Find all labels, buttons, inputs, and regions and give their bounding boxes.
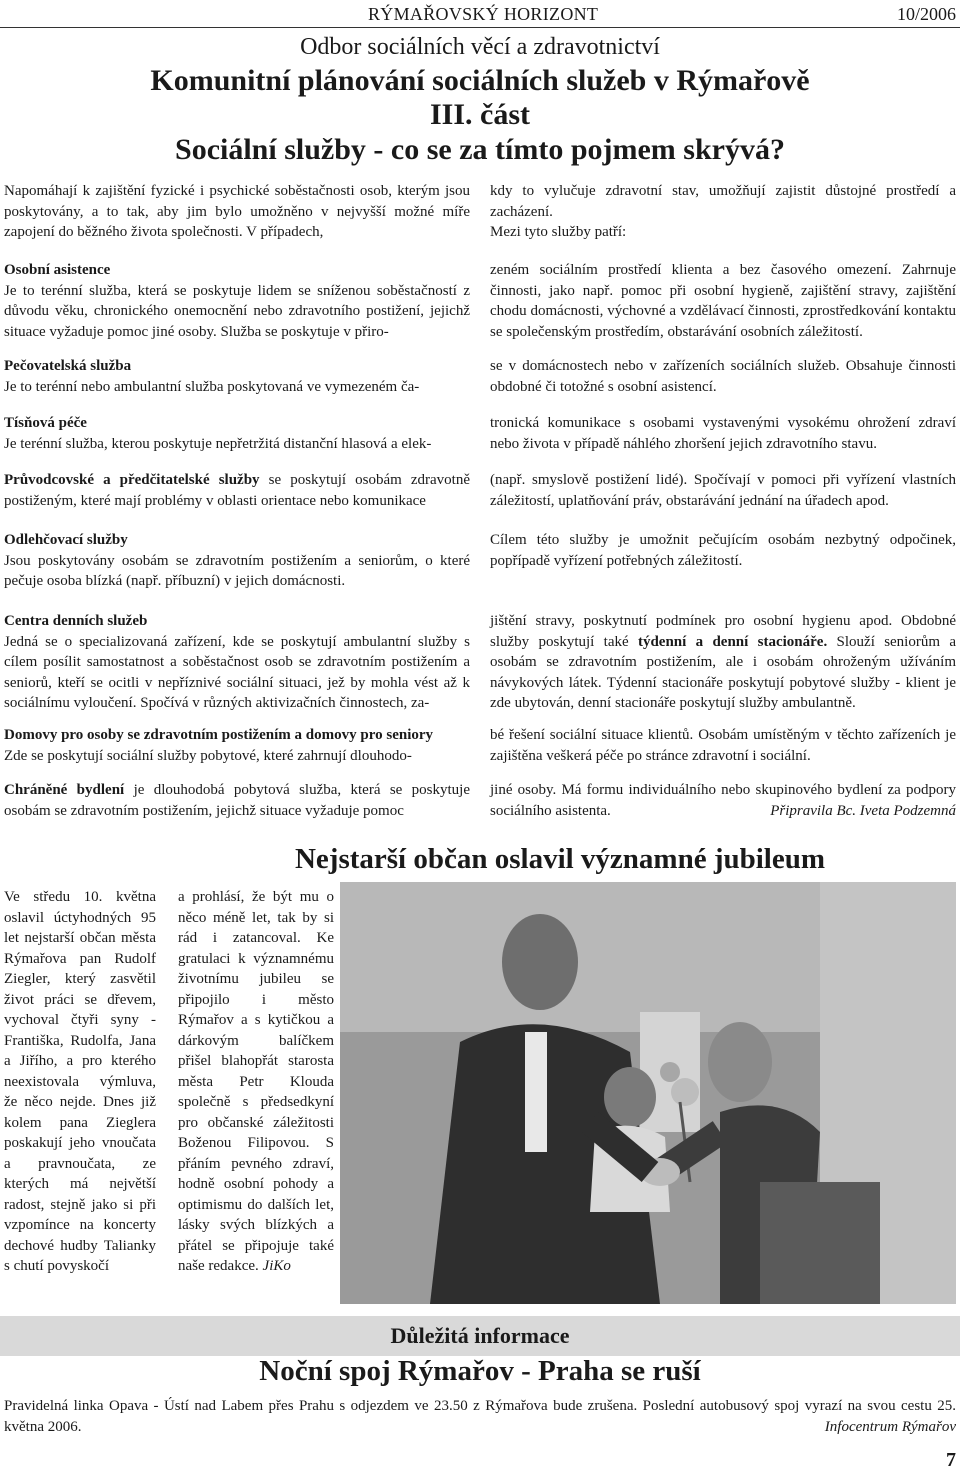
intro-right: kdy to vylučuje zdravotní stav, umožňují zajistit důstojné prostředí a zacházení. Mezi tyto služby patří: [490, 183, 956, 240]
article-headings [0, 30, 960, 168]
jubilee-title: Nejstarší občan oslavil významné jubileum [294, 843, 826, 875]
item-tisnova-pece-right: tronická komunikace s osobami vystavenými vysokému ohrožení zdraví nebo života v případě náhlého zhoršení jejich zdravotního stavu. [490, 415, 956, 452]
article-title: Komunitní plánování sociálních služeb v Rýmařově [150, 64, 810, 97]
item-chranene-left: Chráněné bydlení je dlouhodobá pobytová služba, která se poskytuje osobám se zdravotním postižením, jejichž situace vyžaduje pomoc [4, 782, 470, 819]
jubilee-col2: a prohlásí, že být mu o něco méně let, tak by si rád i zatancoval. Ke gratulaci k významnému životnímu jubileu se připojilo i město Rýmařov a s kytičkou a dárkovým balíčkem přišel blahopřát starosta města Petr Klouda společně s předsedkyní pro občanské záležitosti Boženou Filipovou. S přáním pevného zdraví, hodně osobní pohody a optimismu do dalších let, lásky svých blízkých a přátel se připojuje také naše redakce. JiKo [178, 889, 334, 1274]
intro-left: Napomáhají k zajištění fyzické i psychické soběstačnosti osob, kterým jsou poskytovány, a to tak, aby jim bylo umožněno v nejvyšší možné míře zapojení do běžného života společnosti. V případech, [4, 183, 470, 240]
item-title: Tísňová péče [4, 415, 87, 431]
header-rule [0, 27, 960, 28]
item-title: Pečovatelská služba [4, 358, 132, 374]
item-chranene-right: jiné osoby. Má formu individuálního nebo skupinového bydlení za podpory sociálního asistenta. Připravila Bc. Iveta Podzemná [490, 780, 956, 821]
notice-label: Důležitá informace [390, 1323, 570, 1348]
page-number: 7 [946, 1449, 956, 1471]
notice-title: Noční spoj Rýmařov - Praha se ruší [259, 1355, 701, 1387]
item-centra-left: Centra denních služeb Jedná se o specializovaná zařízení, kde se poskytují ambulantní služby s cílem posílit samostatnost a soběstačnost osob se zdravotním postižením a seniorů, kteří se ocitli v nepříznivé sociální situaci, jež by mohla vést až k sociálnímu vyloučení. Spočívá v různých aktivizačních činnostech, za- [4, 613, 470, 711]
item-title: Centra denních služeb [4, 613, 148, 629]
notice-signature: Infocentrum Rýmařov [824, 1418, 956, 1435]
item-pecovatelska-right: se v domácnostech nebo v zařízeních sociálních služeb. Obsahuje činnosti obdobné či totožné s osobní asistencí. [490, 358, 956, 395]
article-part: III. část [429, 98, 530, 131]
item-odlehcovaci-right: Cílem této služby je umožnit pečujícím osobám nezbytný odpočinek, popřípadě vyřízení potřebných záležitostí. [490, 532, 956, 569]
item-title: Odlehčovací služby [4, 532, 128, 548]
item-domovy-left: Domovy pro osoby se zdravotním postižením a domovy pro seniory Zde se poskytují sociální služby pobytové, které zahrnují dlouhodo- [4, 725, 470, 766]
item-osobni-asistence-left: Osobní asistence Je to terénní služba, která se poskytuje lidem se sníženou soběstačností z důvodu věku, chronického onemocnění nebo zdravotního postižení, jejichž situace vyžaduje pomoc jiné osoby. Služba se poskytuje v přiro- [4, 262, 470, 340]
issue-number: 10/2006 [896, 4, 956, 24]
item-pruvodcovske-right: (např. smyslově postižení lidé). Spočívají v pomoci při vyřízení vlastních záležitostí, uplatňování práv, obstarávání jednání na úřadech apod. [490, 472, 956, 509]
item-title: Chráněné bydlení [4, 782, 125, 798]
item-pecovatelska-left: Pečovatelská služba Je to terénní nebo ambulantní služba poskytovaná ve vymezeném ča- [4, 356, 470, 397]
item-tisnova-pece-left: Tísňová péče Je terénní služba, kterou poskytuje nepřetržitá distanční hlasová a elek- [4, 413, 470, 454]
jubilee-col1: Ve středu 10. května oslavil úctyhodných 95 let nejstarší občan města Rýmařova pan Rudolf Ziegler, který zasvětil život práci se dřevem, vychoval čtyři syny - Františka, Rudolfa, Jana a Jiřího, a pro kterého neexistovala výmluva, že něco nejde. Dnes již kolem pana Zieglera poskakují jeho vnoučata a pravnoučata, ze kterých má největší radost, stejně jako si při vzpomínce na koncerty dechové hudby Talianky s chutí povyskočí [4, 889, 156, 1274]
department-heading: Odbor sociálních věcí a zdravotnictví [300, 34, 660, 60]
item-centra-right: jištění stravy, poskytnutí podmínek pro osobní hygienu apod. Obdobné služby poskytují také týdenní a denní stacionáře. Slouží seniorům a osobám se zdravotním postižením, ale i osobám ohroženým užíváním návykových látek. Týdenní stacionáře poskytují pobytové služby - klient je zde ubytován, denní stacionáře poskytují služby ambulantně. [490, 613, 956, 711]
item-title: Domovy pro osoby se zdravotním postižením a domovy pro seniory [4, 727, 434, 743]
masthead-title: RÝMAŘOVSKÝ HORIZONT [368, 4, 599, 24]
notice-body: Pravidelná linka Opava - Ústí nad Labem přes Prahu s odjezdem ve 23.50 z Rýmařova bude zrušena. Poslední autobusový spoj vyrazí na svou cestu 25. května 2006. Infocentrum Rýmařov [4, 1396, 956, 1437]
item-osobni-asistence-right: zeném sociálním prostředí klienta a bez časového omezení. Zahrnuje činnosti, jako např. pomoc při osobní hygieně, zajištění stravy, zajištění chodu domácnosti, výchovné a vzdělávací činnosti, zprostředkování kontaktu se společenským prostředím, obstarávání osobních záležitostí. [490, 262, 956, 340]
item-domovy-right: bé řešení sociální situace klientů. Osobám umístěným v těchto zařízeních je zajištěna veškerá péče po stránce zdravotní i sociální. [490, 727, 956, 764]
item-odlehcovaci-left: Odlehčovací služby Jsou poskytovány osobám se zdravotním postižením a seniorům, o které pečuje osoba blízká (např. příbuzní) v jejich domácnosti. [4, 532, 470, 589]
author-signature: Připravila Bc. Iveta Podzemná [770, 802, 956, 819]
jubilee-photo [340, 882, 956, 1304]
jubilee-signature: JiKo [262, 1258, 291, 1274]
notice-label-box [0, 1316, 960, 1356]
item-title: Průvodcovské a předčitatelské služby [4, 472, 260, 488]
masthead-bar [0, 0, 960, 28]
item-pruvodcovske-left: Průvodcovské a předčitatelské služby se poskytují osobám zdravotně postiženým, které mají problémy v oblasti orientace nebo komunikace [4, 472, 471, 509]
item-title: Osobní asistence [4, 262, 111, 278]
article-subtitle: Sociální služby - co se za tímto pojmem skrývá? [175, 133, 785, 166]
